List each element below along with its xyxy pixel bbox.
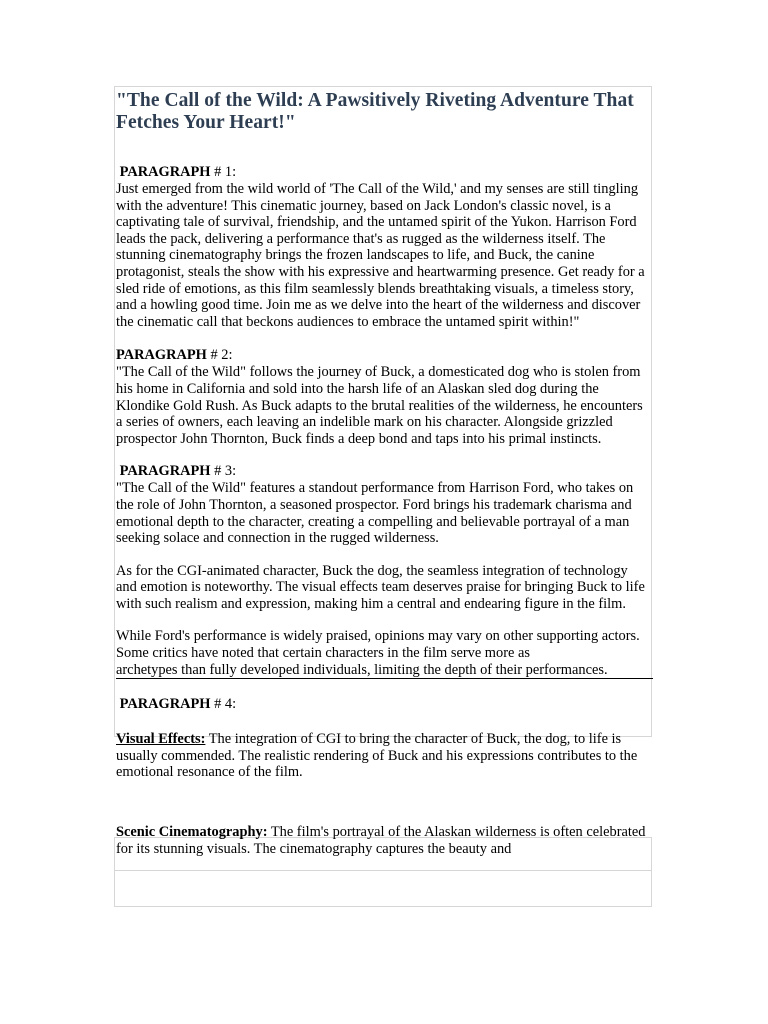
paragraph-4-heading (116, 696, 650, 713)
document-body (116, 88, 650, 857)
text-frame-bottom (114, 870, 652, 907)
visual-effects-text: The integration of CGI to bring the character of Buck, the dog, to life is usually commended. The realistic rendering of Buck and his expressions contributes to the emotional resonance of the film. (116, 731, 638, 781)
paragraph-number: # 3: (210, 463, 237, 480)
paragraph-number: # 2: (206, 347, 233, 364)
paragraph-1-text: Just emerged from the wild world of 'The Call of the Wild,' and my senses are still tingling with the adventure! This cinematic journey, based on Jack London's classic novel, is a captivating tale of survival, friendship, and the untamed spirit of the Yukon. Harrison Ford leads the pack, delivering a performance that's as rugged as the wilderness itself. The stunning cinematography brings the frozen landscapes to life, and Buck, the canine protagonist, steals the show with his expressive and heartwarming presence. Get ready for a sled ride of emotions, as this film seamlessly blends breathtaking visuals, a timeless story, and a howling good time. Join me as we delve into the heart of the wilderness and discover the cinematic call that beckons audiences to embrace the untamed spirit within!" (116, 181, 645, 330)
paragraph-3-text-3a: While Ford's performance is widely praised, opinions may vary on other supporting actors. Some critics have noted that certain characters in the film serve more as (116, 628, 640, 662)
paragraph-2-heading (116, 347, 650, 364)
scenic-cinematography-text: The film's portrayal of the Alaskan wilderness is often celebrated for its stunning visuals. The cinematography captures the beauty and (116, 824, 646, 857)
paragraph-3-text-3 (116, 628, 650, 679)
paragraph-number: # 4: (210, 696, 237, 713)
paragraph-3-heading (116, 463, 650, 480)
scenic-cinematography-item (116, 824, 650, 857)
visual-effects-item (116, 731, 650, 781)
paragraph-2-text: "The Call of the Wild" follows the journey of Buck, a domesticated dog who is stolen from his home in California and sold into the harsh life of an Alaskan sled dog during the Klondike Gold Rush. As Buck adapts to the brutal realities of the wilderness, he encounters a series of owners, each leaving an indelible mark on his character. Alongside grizzled prospector John Thornton, Buck finds a deep bond and taps into his primal instincts. (116, 364, 643, 447)
paragraph-number: # 1: (210, 164, 237, 180)
paragraph-1-heading (116, 164, 650, 181)
paragraph-label: PARAGRAPH (116, 347, 207, 364)
paragraph-3-text-3b: archetypes than fully developed individuals, limiting the depth of their performances. (116, 662, 653, 680)
paragraph-3-text: "The Call of the Wild" features a standout performance from Harrison Ford, who takes on the role of John Thornton, a seasoned prospector. Ford brings his trademark charisma and emotional depth to the character, creating a compelling and believable portrayal of a man seeking solace and connection in the rugged wilderness. (116, 480, 634, 547)
paragraph-label: PARAGRAPH (119, 164, 211, 180)
visual-effects-label: Visual Effects: (116, 731, 206, 748)
scenic-cinematography-label: Scenic Cinematography: (116, 824, 268, 841)
paragraph-label: PARAGRAPH (119, 696, 211, 713)
paragraph-label: PARAGRAPH (119, 463, 211, 480)
paragraph-3-text-2: As for the CGI-animated character, Buck the dog, the seamless integration of technology and emotion is noteworthy. The visual effects team deserves praise for bringing Buck to life with such realism and expression, making him a central and endearing figure in the film. (116, 562, 645, 612)
document-title: "The Call of the Wild: A Pawsitively Riveting Adventure That Fetches Your Heart!" (116, 90, 634, 133)
